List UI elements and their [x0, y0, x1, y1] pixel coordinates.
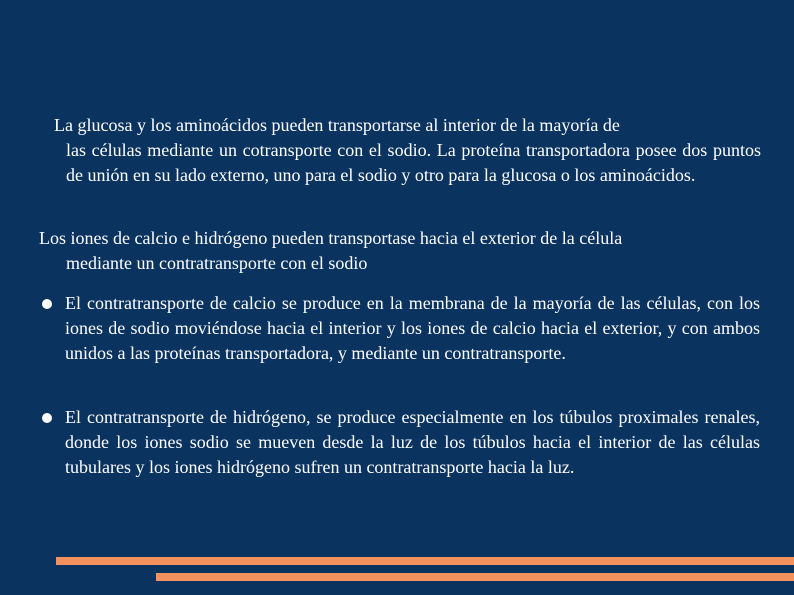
paragraph-body: mediante un contratransporte con el sodio — [66, 253, 368, 273]
paragraph-calcio-hidrogeno — [39, 226, 761, 276]
bullet-text: El contratransporte de hidrógeno, se produce especialmente en los túbulos proximales renales, donde los iones sodio se mueven desde la luz de los túbulos hacia el interior de las células tubulares y los iones hidrógeno sufren un contratransporte hacia la luz. — [65, 407, 760, 477]
bullet-text: El contratransporte de calcio se produce en la membrana de la mayoría de las células, con los iones de sodio moviéndose hacia el interior y los iones de calcio hacia el exterior, y con ambos unidos a las proteínas transportadora, y mediante un contratransporte. — [65, 293, 760, 363]
decorative-bar-top — [56, 557, 794, 565]
decorative-bar-bottom — [156, 573, 794, 581]
paragraph-first-line: La glucosa y los aminoácidos pueden transportarse al interior de la mayoría de — [54, 115, 620, 135]
paragraph-body: las células mediante un cotransporte con el sodio. La proteína transportadora posee dos puntos de unión en su lado externo, uno para el sodio y otro para la glucosa o los aminoácidos. — [66, 140, 761, 185]
bullet-icon — [42, 413, 52, 423]
bullet-icon — [42, 299, 52, 309]
paragraph-glucosa — [54, 113, 761, 188]
paragraph-first-line: Los iones de calcio e hidrógeno pueden transportase hacia el exterior de la célula — [39, 228, 623, 248]
